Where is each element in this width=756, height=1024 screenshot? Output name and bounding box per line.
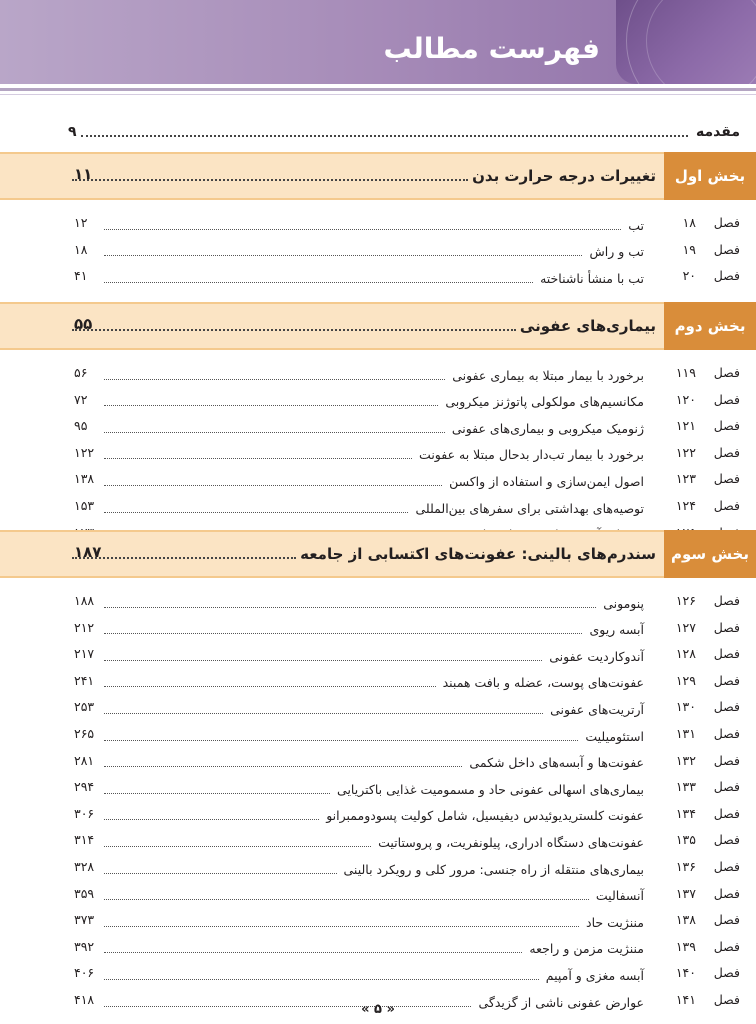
chapter-label: فصل (713, 391, 740, 407)
header-accent (616, 0, 756, 84)
page-footer-number: « ۵ » (361, 1002, 395, 1017)
chapter-label: فصل (713, 938, 740, 954)
chapter-line (100, 750, 644, 776)
dot-leader (104, 740, 578, 741)
chapter-page-number: ۲۸۱ (74, 752, 95, 768)
dot-leader (72, 329, 516, 331)
chapter-title: آبسه مغزی و آمپیم (545, 967, 644, 983)
chapter-page-number: ۱۵۳ (74, 498, 95, 513)
chapter-label: فصل (713, 268, 740, 284)
chapter-title: عفونت کلستریدیوئیدس دیفیسیل، شامل کولیت پسودوممبرانو (326, 808, 644, 824)
chapter-page-number: ۱۸۸ (74, 593, 95, 608)
chapter-line (100, 389, 644, 415)
chapter-label: فصل (713, 832, 740, 848)
chapter-page-number: ۲۱۲ (74, 619, 95, 635)
chapter-line (100, 590, 644, 616)
chapter-label: فصل (713, 752, 740, 768)
chapter-page-number: ۳۰۶ (74, 805, 95, 821)
chapter-title: تب (628, 217, 644, 233)
chapter-number: ۱۴۱ (675, 992, 696, 1007)
part-title: سندرم‌های بالینی: عفونت‌های اکتسابی از جامعه (300, 545, 656, 563)
chapter-entry[interactable] (0, 212, 756, 238)
dot-leader (104, 633, 582, 634)
chapter-number: ۱۳۱ (675, 726, 696, 741)
dot-leader (104, 979, 539, 980)
chapter-line (100, 617, 644, 643)
chapter-line (100, 803, 644, 829)
chapter-page-number: ۱۸ (74, 241, 88, 257)
dot-leader (104, 379, 445, 380)
chapter-line (100, 829, 644, 855)
chapter-title: استئومیلیت (585, 728, 644, 744)
chapter-line (100, 962, 644, 988)
dot-leader (104, 458, 412, 459)
chapter-title: اصول ایمن‌سازی و استفاده از واکسن (449, 473, 644, 489)
chapter-number: ۱۲۱ (675, 418, 696, 434)
chapter-label: فصل (713, 619, 740, 635)
chapter-label: فصل (713, 471, 740, 487)
chapter-page-number: ۹۵ (74, 418, 88, 434)
chapter-number: ۱۳۲ (675, 752, 696, 768)
part-band (0, 302, 664, 350)
chapter-line (100, 468, 644, 494)
chapter-line (100, 856, 644, 882)
dot-leader (104, 229, 621, 230)
dot-leader (104, 926, 579, 927)
chapter-entry[interactable] (0, 803, 756, 829)
chapter-entry[interactable] (0, 670, 756, 696)
dot-leader (104, 952, 522, 953)
chapter-number: ۱۲۷ (675, 619, 696, 635)
chapter-page-number: ۳۷۳ (74, 912, 95, 928)
chapter-number: ۱۳۸ (675, 912, 696, 928)
chapter-number: ۲۰ (682, 268, 696, 284)
chapter-label: فصل (713, 365, 740, 380)
chapter-title: عوارض عفونی ناشی از گزیدگی (478, 994, 644, 1010)
part-header[interactable] (0, 152, 756, 200)
dot-leader (104, 819, 319, 820)
part-page-number: ۱۱ (74, 165, 93, 183)
chapter-entry[interactable] (0, 389, 756, 415)
intro-entry[interactable] (68, 120, 740, 144)
chapter-title: مننژیت مزمن و راجعه (529, 941, 644, 957)
chapter-page-number: ۱۲۲ (74, 444, 95, 460)
chapter-label: فصل (713, 992, 740, 1007)
chapter-number: ۱۳۵ (675, 832, 696, 848)
dot-leader (104, 873, 337, 874)
chapter-title: آرتریت‌های عفونی (550, 701, 644, 717)
chapter-number: ۱۲۲ (675, 444, 696, 460)
chapter-entry[interactable] (0, 442, 756, 468)
chapter-line (100, 696, 644, 722)
part-tab: بخش سوم (664, 530, 756, 578)
chapter-label: فصل (713, 912, 740, 928)
chapter-title: آبسه ریوی (589, 622, 644, 638)
chapter-title: پنومونی (603, 595, 644, 611)
chapter-number: ۱۲۶ (675, 593, 696, 608)
intro-page-number: ۹ (68, 124, 77, 140)
chapter-title: عفونت‌های دستگاه ادراری، پیلونفریت، و پروستاتیت (378, 834, 644, 850)
chapter-page-number: ۲۴۱ (74, 672, 95, 688)
dot-leader (104, 766, 462, 767)
chapter-label: فصل (713, 498, 740, 513)
chapter-page-number: ۳۲۸ (74, 859, 95, 874)
chapter-entry[interactable] (0, 829, 756, 855)
chapter-number: ۱۲۸ (675, 646, 696, 662)
chapter-line (100, 415, 644, 441)
chapter-title: تب با منشأ ناشناخته (540, 270, 644, 286)
chapter-label: فصل (713, 215, 740, 230)
chapter-line (100, 643, 644, 669)
chapter-label: فصل (713, 885, 740, 901)
chapter-entry[interactable] (0, 936, 756, 962)
chapter-entry[interactable] (0, 909, 756, 935)
chapter-title: تب و راش (589, 244, 644, 260)
chapter-label: فصل (713, 444, 740, 460)
chapter-number: ۱۴۰ (675, 965, 696, 981)
chapter-number: ۱۲۳ (675, 471, 696, 487)
chapter-number: ۱۳۹ (675, 938, 696, 954)
chapter-entry[interactable] (0, 883, 756, 909)
chapter-label: فصل (713, 699, 740, 715)
part-tab: بخش دوم (664, 302, 756, 350)
chapter-page-number: ۳۵۹ (74, 885, 95, 901)
chapter-entry[interactable] (0, 590, 756, 616)
chapter-line (100, 670, 644, 696)
chapter-entry[interactable] (0, 415, 756, 441)
chapter-page-number: ۱۳۸ (74, 471, 95, 487)
chapter-line (100, 723, 644, 749)
chapter-page-number: ۳۱۴ (74, 832, 95, 848)
chapter-title: آندوکاردیت عفونی (549, 648, 644, 664)
dot-leader (104, 793, 330, 794)
chapter-entry[interactable] (0, 750, 756, 776)
chapter-number: ۱۲۰ (675, 391, 696, 407)
chapter-page-number: ۳۹۲ (74, 938, 95, 954)
chapter-title: برخورد با بیمار مبتلا به بیماری عفونی (452, 367, 644, 383)
chapter-line (100, 362, 644, 388)
chapter-page-number: ۲۶۵ (74, 726, 95, 741)
chapter-title: بیماری‌های اسهالی عفونی حاد و مسمومیت غذایی باکتریایی (337, 781, 644, 797)
chapter-page-number: ۲۱۷ (74, 646, 95, 662)
chapter-label: فصل (713, 805, 740, 821)
chapter-entry[interactable] (0, 643, 756, 669)
chapter-title: بیماری‌های منتقله از راه جنسی: مرور کلی و رویکرد بالینی (343, 861, 644, 877)
part-header[interactable] (0, 302, 756, 350)
chapter-page-number: ۴۱۸ (74, 992, 95, 1007)
chapter-line (100, 776, 644, 802)
part-title: بیماری‌های عفونی (519, 317, 656, 335)
dot-leader (104, 255, 582, 256)
dot-leader (104, 607, 596, 608)
chapter-page-number: ۴۱ (74, 268, 88, 284)
chapter-title: مکانسیم‌های مولکولی پاتوژنز میکروبی (445, 394, 644, 410)
chapter-title: برخورد با بیمار تب‌دار بدحال مبتلا به عفونت (419, 447, 644, 463)
chapter-line (100, 212, 644, 238)
chapter-title: عفونت‌های پوست، عضله و بافت همبند (442, 675, 644, 691)
chapter-number: ۱۳۶ (675, 859, 696, 874)
chapter-entry[interactable] (0, 239, 756, 265)
chapter-entry[interactable] (0, 265, 756, 291)
chapter-title: توصیه‌های بهداشتی برای سفرهای بین‌المللی (415, 500, 644, 516)
chapter-entry[interactable] (0, 468, 756, 494)
chapter-entry[interactable] (0, 723, 756, 749)
chapter-number: ۱۳۳ (675, 779, 696, 795)
chapter-line (100, 442, 644, 468)
chapter-entry[interactable] (0, 856, 756, 882)
chapter-page-number: ۱۲ (74, 215, 88, 230)
dot-leader (104, 660, 542, 661)
dot-leader (104, 686, 436, 687)
chapter-entry[interactable] (0, 776, 756, 802)
chapter-number: ۱۳۴ (675, 805, 696, 821)
chapter-line (100, 239, 644, 265)
chapter-entry[interactable] (0, 696, 756, 722)
dot-leader (104, 405, 438, 406)
part-title: تغییرات درجه حرارت بدن (472, 167, 656, 185)
chapter-page-number: ۷۲ (74, 391, 88, 407)
chapter-line (100, 936, 644, 962)
dot-leader (72, 557, 296, 559)
part-page-number: ۵۵ (74, 315, 93, 333)
chapter-title: آنسفالیت (595, 888, 644, 904)
dot-leader (104, 846, 371, 847)
chapter-number: ۱۳۷ (675, 885, 696, 901)
dot-leader (72, 179, 468, 181)
chapter-label: فصل (713, 646, 740, 662)
dot-leader (104, 713, 543, 714)
dot-leader (81, 135, 688, 137)
chapter-entry[interactable] (0, 495, 756, 521)
chapter-page-number: ۵۶ (74, 365, 88, 380)
chapter-entry[interactable] (0, 617, 756, 643)
chapter-label: فصل (713, 593, 740, 608)
chapter-label: فصل (713, 859, 740, 874)
chapter-title: مننژیت حاد (586, 914, 644, 930)
part-header[interactable] (0, 530, 756, 578)
part-page-number: ۱۸۷ (74, 543, 102, 561)
chapter-line (100, 883, 644, 909)
chapter-number: ۱۳۰ (675, 699, 696, 715)
dot-leader (104, 899, 589, 900)
header-divider (0, 88, 756, 91)
chapter-title: عفونت‌ها و آبسه‌های داخل شکمی (469, 755, 644, 771)
chapter-number: ۱۹ (682, 241, 696, 257)
dot-leader (104, 282, 533, 283)
dot-leader (104, 485, 442, 486)
chapter-entry[interactable] (0, 362, 756, 388)
chapter-entry[interactable] (0, 962, 756, 988)
chapter-label: فصل (713, 965, 740, 981)
chapter-page-number: ۲۵۳ (74, 699, 95, 715)
part-band (0, 152, 664, 200)
chapter-number: ۱۲۹ (675, 672, 696, 688)
intro-title: مقدمه (696, 124, 740, 140)
chapter-label: فصل (713, 779, 740, 795)
part-tab: بخش اول (664, 152, 756, 200)
chapter-number: ۱۲۴ (675, 498, 696, 513)
chapter-label: فصل (713, 241, 740, 257)
chapter-page-number: ۲۹۴ (74, 779, 95, 795)
chapter-line (100, 909, 644, 935)
dot-leader (104, 432, 445, 433)
chapter-label: فصل (713, 726, 740, 741)
chapter-line (100, 265, 644, 291)
page-title: فهرست مطالب (383, 32, 600, 65)
chapter-line (100, 495, 644, 521)
chapter-label: فصل (713, 418, 740, 434)
chapter-label: فصل (713, 672, 740, 688)
chapter-number: ۱۸ (682, 215, 696, 230)
chapter-title: ژنومیک میکروبی و بیماری‌های عفونی (451, 420, 644, 436)
dot-leader (104, 512, 408, 513)
header-divider-thin (0, 94, 756, 95)
chapter-page-number: ۴۰۶ (74, 965, 95, 981)
chapter-number: ۱۱۹ (675, 365, 696, 380)
